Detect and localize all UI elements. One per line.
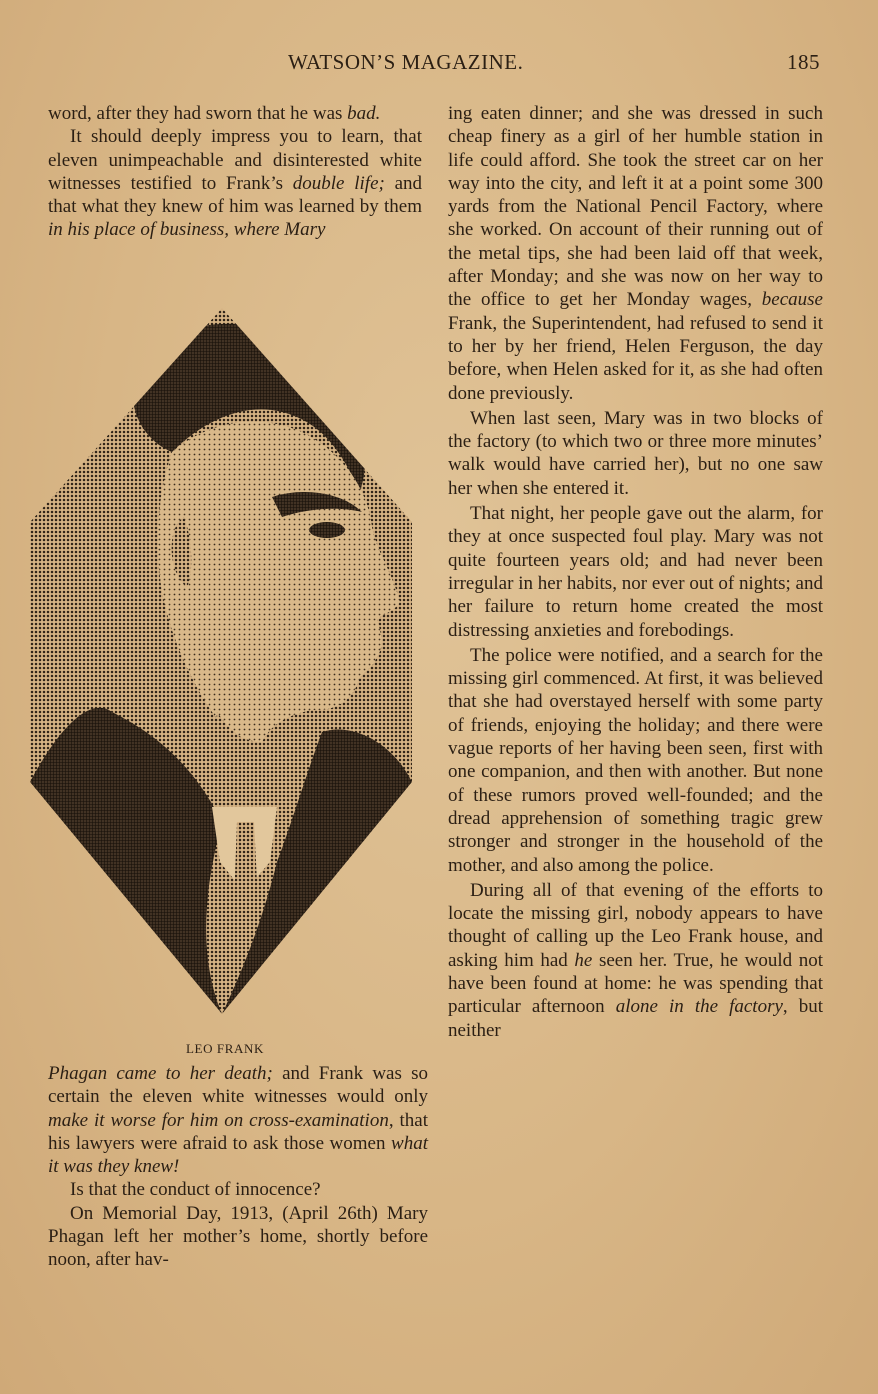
paragraph [448,102,823,405]
paragraph [48,125,422,241]
paragraph [448,879,823,1042]
italic-run: bad. [347,103,381,124]
italic-run: double life; [292,172,385,194]
paragraph: That night, her people gave out the alarm, for they at once suspected foul play. Mary was not quite fourteen years old; and had never been irregular in her habits, nor ever out of nights; and her failure to return home created the most distressing anxieties and forebodings. [448,503,823,641]
text-run: and Frank was so certain the eleven white witnesses would only [48,1063,429,1108]
magazine-title: WATSON’S MAGAZINE. [288,50,524,74]
text-run: ing eaten dinner; and she was dressed in such cheap finery as a girl of her humble station in life could afford. She took the street car on her way into the city, and left it at a point some 300 yards from the National Pencil Factory, where she worked. On account of their running out of the metal tips, she had been laid off that week, after Monday; and she was now on her way to the office to get her Monday wages, [448,103,823,311]
text-run: During all of that evening of the efforts to locate the missing girl, nobody appears to have thought of calling up the Leo Frank house, and asking him had [448,879,823,971]
italic-run: what it was they knew! [48,1132,428,1178]
paragraph [48,1062,428,1178]
text-run: seen her. True, he would not have been found at home: he was spending that particular afternoon [448,949,823,1018]
italic-run: Phagan came to her death; [48,1063,273,1084]
italic-run: in his place of business, where Mary [48,219,326,241]
leo-frank-portrait [22,302,422,1022]
text-run: It should deeply impress you to learn, that eleven unimpeachable and disinterested white witnesses testified to Frank’s [48,126,422,194]
left-column-bottom [48,1062,428,1272]
paragraph: On Memorial Day, 1913, (April 26th) Mary Phagan left her mother’s home, shortly before noon, after hav- [48,1202,428,1271]
portrait-caption: LEO FRANK [186,1041,264,1056]
page-number: 185 [787,50,820,74]
running-head [0,50,878,80]
text-run: word, after they had sworn that he was [48,103,348,124]
text-run: , that his lawyers were afraid to ask those women [48,1109,428,1154]
text-run: , but neither [448,996,824,1041]
text-run: Frank, the Superintendent, had refused to send it to her by her friend, Helen Ferguson, the day before, when Helen asked for it, as she had often done previously. [448,312,823,404]
paragraph: When last seen, Mary was in two blocks of the factory (to which two or three more minutes’ walk would have carried her), but no one saw her when she entered it. [448,407,823,499]
italic-run: alone in the factory [615,996,783,1018]
paragraph: Is that the conduct of innocence? [70,1179,321,1201]
paragraph: The police were notified, and a search for the missing girl commenced. At first, it was believed that she had overstayed herself with some party of friends, enjoying the holiday; and there were vague reports of her having been seen, first with one companion, and then with another. But none of these rumors proved well-founded; and the dread apprehension of something tragic grew stronger and stronger in the household of the mother, and also among the police. [448,644,823,876]
paragraph [48,102,422,125]
italic-run: make it worse for him on cross-examination [48,1109,389,1131]
left-column-top [48,102,422,242]
italic-run: because [761,289,823,311]
right-column [448,102,823,1042]
italic-run: he [574,949,593,971]
text-run: and that what they knew of him was learned by them [48,172,423,218]
